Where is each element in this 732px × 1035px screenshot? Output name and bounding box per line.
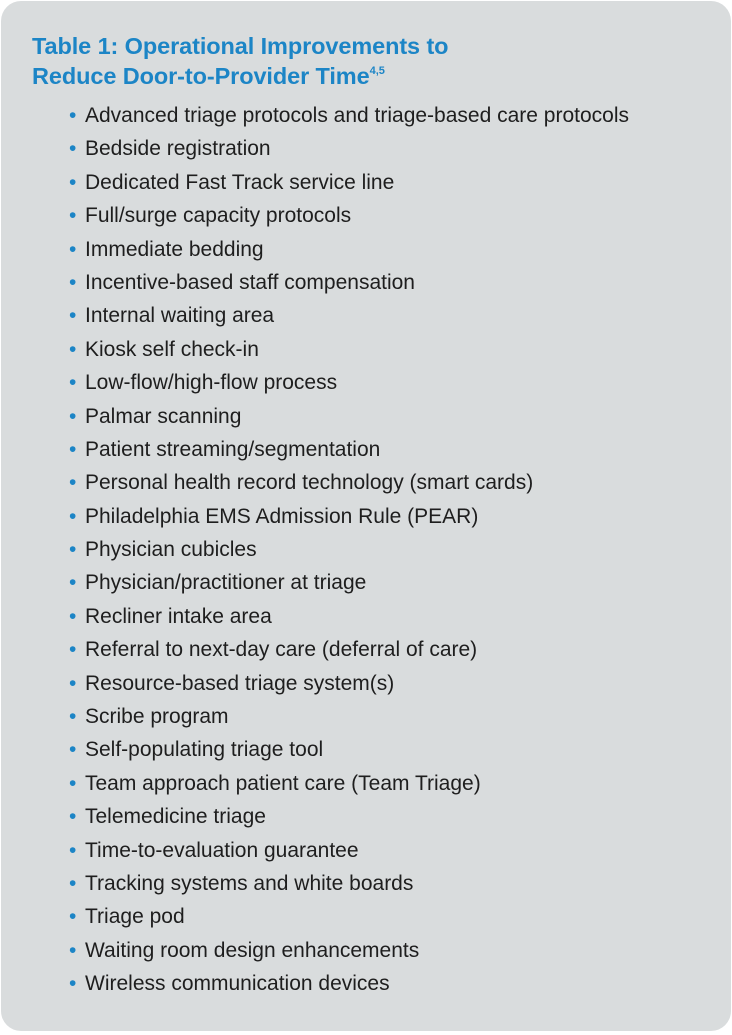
list-item: [69, 900, 629, 933]
bullet-icon: •: [69, 638, 77, 662]
bullet-icon: •: [69, 204, 77, 228]
bullet-icon: •: [69, 805, 77, 829]
bullet-icon: •: [69, 671, 77, 695]
list-item: [69, 199, 629, 232]
bullet-icon: •: [69, 237, 77, 261]
list-item: [69, 366, 629, 399]
list-item-label: Time-to-evaluation guarantee: [85, 838, 359, 862]
list-item: [69, 132, 629, 165]
table-title: [32, 31, 448, 91]
bullet-icon: •: [69, 871, 77, 895]
improvements-list: [69, 99, 629, 1001]
list-item: [69, 233, 629, 266]
list-item-label: Low-flow/high-flow process: [85, 371, 338, 395]
list-item-label: Palmar scanning: [85, 404, 242, 428]
list-item: [69, 800, 629, 833]
list-item-label: Wireless communication devices: [85, 972, 390, 996]
list-item: [69, 667, 629, 700]
list-item-label: Philadelphia EMS Admission Rule (PEAR): [85, 504, 479, 528]
list-item-label: Resource-based triage system(s): [85, 671, 395, 695]
list-item-label: Bedside registration: [85, 137, 271, 161]
list-item: [69, 166, 629, 199]
bullet-icon: •: [69, 705, 77, 729]
bullet-icon: •: [69, 538, 77, 562]
list-item-label: Recliner intake area: [85, 604, 272, 628]
bullet-icon: •: [69, 504, 77, 528]
table-title-line1: Table 1: Operational Improvements to: [32, 33, 449, 59]
list-item: [69, 867, 629, 900]
bullet-icon: •: [69, 471, 77, 495]
list-item-label: Physician cubicles: [85, 538, 257, 562]
list-item: [69, 700, 629, 733]
list-item-label: Full/surge capacity protocols: [85, 204, 352, 228]
list-item: [69, 99, 629, 132]
bullet-icon: •: [69, 604, 77, 628]
list-item: [69, 500, 629, 533]
list-item: [69, 400, 629, 433]
bullet-icon: •: [69, 404, 77, 428]
bullet-icon: •: [69, 972, 77, 996]
bullet-icon: •: [69, 838, 77, 862]
list-item-label: Self-populating triage tool: [85, 738, 324, 762]
list-item-label: Patient streaming/segmentation: [85, 437, 381, 461]
list-item-label: Team approach patient care (Team Triage): [85, 771, 481, 795]
list-item-label: Triage pod: [85, 905, 185, 929]
table-card: [1, 1, 731, 1031]
list-item: [69, 266, 629, 299]
bullet-icon: •: [69, 170, 77, 194]
list-item: [69, 299, 629, 332]
list-item-label: Personal health record technology (smart cards): [85, 471, 534, 495]
list-item: [69, 834, 629, 867]
list-item: [69, 633, 629, 666]
bullet-icon: •: [69, 337, 77, 361]
bullet-icon: •: [69, 938, 77, 962]
bullet-icon: •: [69, 437, 77, 461]
bullet-icon: •: [69, 371, 77, 395]
list-item-label: Kiosk self check-in: [85, 337, 259, 361]
bullet-icon: •: [69, 905, 77, 929]
bullet-icon: •: [69, 270, 77, 294]
list-item-label: Incentive-based staff compensation: [85, 270, 415, 294]
list-item: [69, 600, 629, 633]
list-item: [69, 533, 629, 566]
bullet-icon: •: [69, 771, 77, 795]
list-item-label: Advanced triage protocols and triage-based care protocols: [85, 104, 629, 127]
list-item-label: Dedicated Fast Track service line: [85, 170, 395, 194]
list-item: [69, 333, 629, 366]
list-item-label: Internal waiting area: [85, 304, 275, 328]
bullet-icon: •: [69, 571, 77, 595]
list-item-label: Scribe program: [85, 705, 229, 729]
list-item: [69, 433, 629, 466]
list-item-label: Referral to next-day care (deferral of care): [85, 638, 478, 662]
list-item: [69, 767, 629, 800]
list-item-label: Tracking systems and white boards: [85, 871, 414, 895]
bullet-icon: •: [69, 304, 77, 328]
title-citation-superscript: 4,5: [369, 65, 385, 77]
list-item-label: Immediate bedding: [85, 237, 264, 261]
list-item: [69, 466, 629, 499]
list-item: [69, 967, 629, 1000]
bullet-icon: •: [69, 137, 77, 161]
list-item-label: Telemedicine triage: [85, 805, 266, 829]
bullet-icon: •: [69, 104, 77, 127]
bullet-icon: •: [69, 738, 77, 762]
list-item-label: Physician/practitioner at triage: [85, 571, 367, 595]
list-item: [69, 733, 629, 766]
list-item: [69, 566, 629, 599]
list-item: [69, 934, 629, 967]
table-title-line2: Reduce Door-to-Provider Time: [32, 63, 370, 89]
list-item-label: Waiting room design enhancements: [85, 938, 420, 962]
